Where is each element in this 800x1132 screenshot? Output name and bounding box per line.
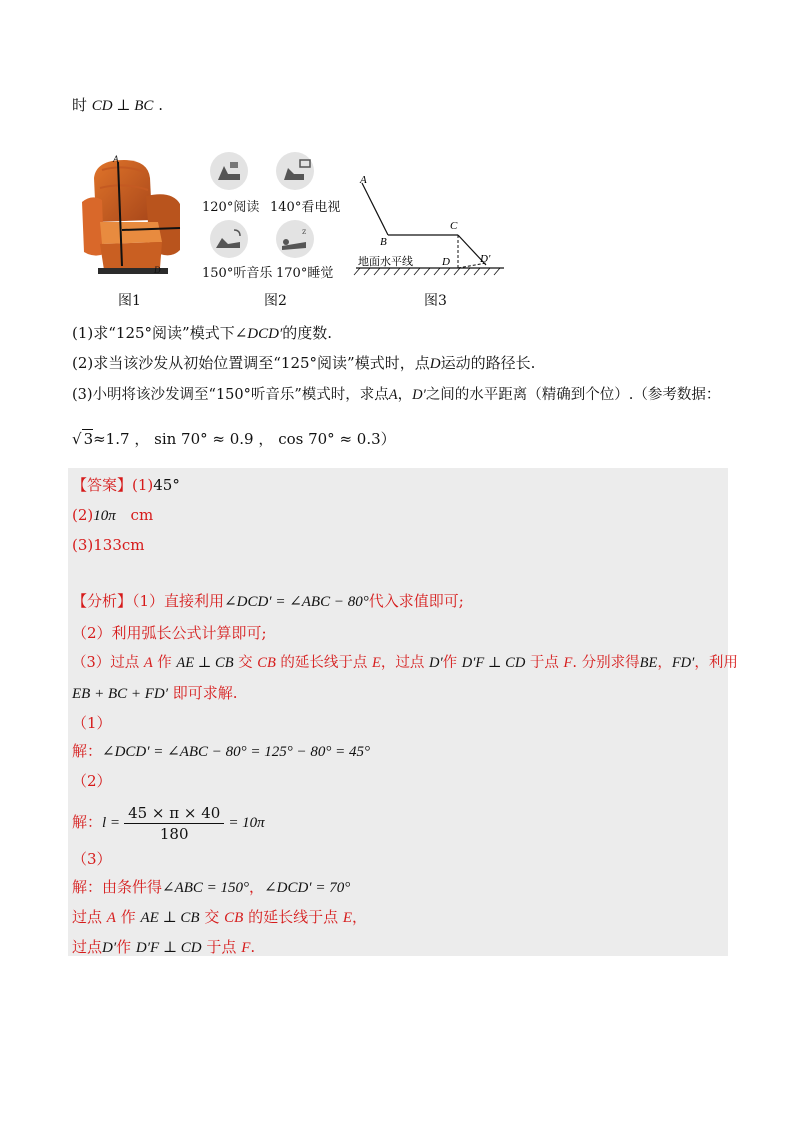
solution-2 <box>72 800 265 845</box>
solution-3-line-2 <box>72 906 367 929</box>
s3l3-mid: 于点 <box>201 938 242 956</box>
question-3 <box>72 384 720 406</box>
solution-1 <box>72 740 370 763</box>
a3b-suffix: 即可求解. <box>168 684 238 702</box>
a3-mid-2: 的延长线于点 <box>275 655 373 671</box>
sqrt-radicand: 3 <box>83 430 94 448</box>
answer-2-unit: cm <box>130 506 154 524</box>
figure-1-caption: 图1 <box>118 293 141 309</box>
figure-1 <box>76 150 186 280</box>
solution-2-num: （2） <box>72 772 112 790</box>
ref-sin: sin 70° ≈ 0.9 <box>154 430 254 448</box>
a3-mid-1: 交 <box>233 655 258 671</box>
mode-label-music: 150°听音乐 <box>202 266 273 281</box>
a3-sep: ， <box>657 655 672 671</box>
s3l3-point-f: F <box>241 940 251 956</box>
solution-3-line-3 <box>72 936 255 959</box>
a3-point-a: A <box>143 655 153 671</box>
analysis-2: （2）利用弧长公式计算即可; <box>72 624 267 642</box>
sqrt-3: √ 3 <box>72 430 94 448</box>
solution-3 <box>72 876 350 899</box>
a3-point-f: F <box>563 655 573 671</box>
answer-2-num: (2) <box>72 506 94 524</box>
s3l3-prefix: 过点 <box>72 938 103 956</box>
analysis-1 <box>72 590 464 613</box>
fig3-ground-label: 地面水平线 <box>358 255 413 268</box>
s3l2-prefix: 过点 <box>72 908 107 926</box>
analysis-1-math: ∠DCD′ = ∠ABC − 80° <box>224 594 369 610</box>
mode-label-reading: 120°阅读 <box>202 200 260 215</box>
geometry-diagram <box>350 165 510 280</box>
svg-text:z: z <box>302 227 307 236</box>
fig3-point-b: B <box>380 236 387 248</box>
fig1-point-a: A <box>113 154 119 164</box>
fig3-point-d: D <box>442 256 450 268</box>
fig3-point-d-prime: D' <box>480 253 491 265</box>
a3-zuo: 作 <box>152 655 177 671</box>
tv-mode-icon <box>276 152 314 190</box>
q1-math: ∠DCD′ <box>234 326 283 342</box>
ref-close: ） <box>380 430 396 448</box>
a3-be: BE <box>639 655 658 671</box>
question-1 <box>72 322 332 345</box>
q3-comma: ， <box>397 387 413 403</box>
analysis-1-prefix: （1）直接利用 <box>132 592 225 610</box>
a3b-math: EB + BC + FD′ <box>72 686 169 702</box>
answer-2 <box>72 504 153 527</box>
mode-label-sleep: 170°睡觉 <box>276 266 334 281</box>
a3-prefix: （3）过点 <box>72 655 144 671</box>
analysis-1-suffix: 代入求值即可; <box>368 592 464 610</box>
s3l2-cb: CB <box>224 910 244 926</box>
solution-1-num: （1） <box>72 714 112 732</box>
fig1-point-d: D <box>154 265 161 275</box>
ref-sep-1: ， <box>134 430 150 448</box>
q2-prefix: (2)求当该沙发从初始位置调至“125°阅读”模式时，点 <box>72 354 430 372</box>
answer-3 <box>72 534 145 556</box>
top-line-prefix: 时 <box>72 96 88 114</box>
answer-3-value: 133cm <box>93 536 145 554</box>
s2-lhs: l = <box>102 815 121 831</box>
s3l2-point-a: A <box>106 910 116 926</box>
s2-numerator: 45 × π × 40 <box>124 803 224 824</box>
sleep-mode-icon <box>276 220 314 258</box>
s3l2-point-e: E <box>342 910 353 926</box>
s3l2-end: ， <box>352 908 368 926</box>
a3-d-prime: D′ <box>429 655 443 671</box>
s1-label: 解： <box>72 742 103 760</box>
a3-point-e: E <box>372 655 381 671</box>
s2-denominator: 180 <box>159 824 189 843</box>
s2-label: 解： <box>72 813 103 831</box>
fig3-point-a: A <box>360 174 367 186</box>
figure-3 <box>350 165 510 280</box>
s2-fraction <box>124 803 224 844</box>
ref-cos: cos 70° ≈ 0.3 <box>278 430 381 448</box>
s3l2-zuo: 作 <box>115 908 141 926</box>
a3-mid-6: ，利用 <box>694 655 738 671</box>
s3l3-end: . <box>250 938 256 956</box>
analysis-label: 【分析】 <box>72 592 133 610</box>
q3-point-d-prime: D′ <box>412 387 426 403</box>
s2-rhs: = 10π <box>228 815 265 831</box>
s3l3-math: D′F ⊥ CD <box>135 940 202 956</box>
s3l2-math: AE ⊥ CB <box>140 910 200 926</box>
answer-2-value: 10π <box>93 508 116 524</box>
a3-zuo-2: 作 <box>442 655 462 671</box>
s3-label: 解：由条件得 <box>72 878 163 896</box>
a3-mid-5: . 分别求得 <box>572 655 640 671</box>
q3-suffix: 之间的水平距离（精确到个位）.（参考数据： <box>425 387 721 403</box>
a3-math-1: AE ⊥ CB <box>176 655 234 671</box>
s3-math-1: ∠ABC = 150° <box>162 880 250 896</box>
s3-sep: ， <box>249 878 265 896</box>
answer-1-num: (1) <box>132 476 154 494</box>
music-mode-icon <box>210 220 248 258</box>
sqrt-value: ≈1.7 <box>93 430 130 448</box>
a3-cb: CB <box>257 655 276 671</box>
figure-2-caption: 图2 <box>264 293 287 309</box>
a3-fd: FD′ <box>671 655 695 671</box>
mode-label-tv: 140°看电视 <box>270 200 341 215</box>
s1-math: ∠DCD′ = ∠ABC − 80° = 125° − 80° = 45° <box>102 744 371 760</box>
q2-math: D <box>429 356 441 372</box>
fig3-point-c: C <box>450 220 458 232</box>
a3-mid-3: ，过点 <box>380 655 429 671</box>
analysis-3 <box>72 652 738 674</box>
solution-3-num: （3） <box>72 850 112 868</box>
top-line-suffix: . <box>158 96 163 114</box>
reference-data <box>72 428 396 450</box>
q3-prefix: (3)小明将该沙发调至“150°听音乐”模式时，求点 <box>72 387 389 403</box>
q1-suffix: 的度数. <box>282 324 333 342</box>
s3l2-mid-2: 的延长线于点 <box>243 908 343 926</box>
analysis-3b <box>72 682 238 705</box>
s3-math-2: ∠DCD′ = 70° <box>264 880 351 896</box>
top-line-math: CD ⊥ BC <box>91 98 154 114</box>
s3l2-mid: 交 <box>199 908 225 926</box>
answer-1-value: 45° <box>153 476 180 494</box>
top-line <box>72 94 163 117</box>
answer-label: 【答案】 <box>72 476 133 494</box>
a3-mid-4: 于点 <box>525 655 564 671</box>
figure-2 <box>200 152 350 282</box>
answer-3-num: (3) <box>72 536 94 554</box>
figure-3-caption: 图3 <box>424 293 447 309</box>
s3l3-d-prime: D′ <box>102 940 117 956</box>
s3l3-zuo: 作 <box>116 938 136 956</box>
q2-suffix: 运动的路径长. <box>440 354 536 372</box>
reading-mode-icon <box>210 152 248 190</box>
q3-point-a: A <box>388 387 398 403</box>
q1-prefix: (1)求“125°阅读”模式下 <box>72 324 235 342</box>
answer-1 <box>72 474 180 496</box>
question-2 <box>72 352 535 375</box>
a3-math-2: D′F ⊥ CD <box>461 655 526 671</box>
ref-sep-2: ， <box>258 430 274 448</box>
sofa-illustration <box>76 150 186 280</box>
